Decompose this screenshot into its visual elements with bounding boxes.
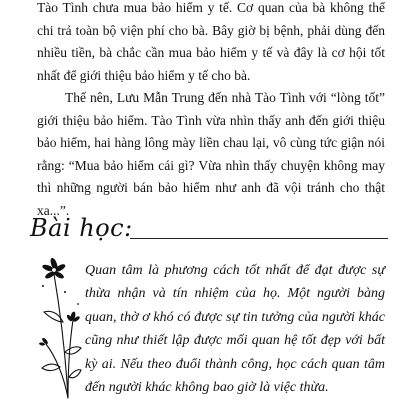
lesson-title: Bài học: bbox=[30, 214, 133, 242]
flower-sprig-icon bbox=[38, 252, 82, 400]
lesson-paragraph: Quan tâm là phương cách tốt nhất để đạt được sự thừa nhận và tín nhiệm của họ. Một người bàng quan, thờ ơ khó có được sự tin tưởng của người khác cũng như thiết lập được mối quan hệ tốt đẹp với bất kỳ ai. Nếu theo đuổi thành công, học cách quan tâm đến người khác không bao giờ là việc thừa. bbox=[85, 263, 385, 396]
story-paragraph-2: Thế nên, Lưu Mẫn Trung đến nhà Tào Tình với “lòng tốt” giới thiệu bảo hiểm. Tào Tình vừa nhìn thấy anh đến giới thiệu bảo hiểm, hai hàng lông mày liền chau lại, vô cùng tức giận nói rằng: “Mua bảo hiểm cái gì? Vừa nhìn thấy chuyện không may thì những người bán bảo hiểm như anh đã vội tránh cho thật xa...”. bbox=[37, 90, 385, 218]
lesson-title-underline bbox=[130, 238, 388, 239]
lesson-heading bbox=[30, 213, 390, 247]
lesson-text bbox=[85, 259, 385, 399]
story-paragraph-1: Tào Tình chưa mua bảo hiểm y tế. Cơ quan của bà không thể chi trả toàn bộ viện phí cho bà. Bây giờ bị bệnh, phải dùng đến nhiều tiền, bà chắc cần mua bảo hiểm y tế và đây là cơ hội tốt nhất để giới thiệu bảo hiểm y tế cho bà. bbox=[37, 0, 385, 83]
story-text bbox=[37, 0, 385, 222]
